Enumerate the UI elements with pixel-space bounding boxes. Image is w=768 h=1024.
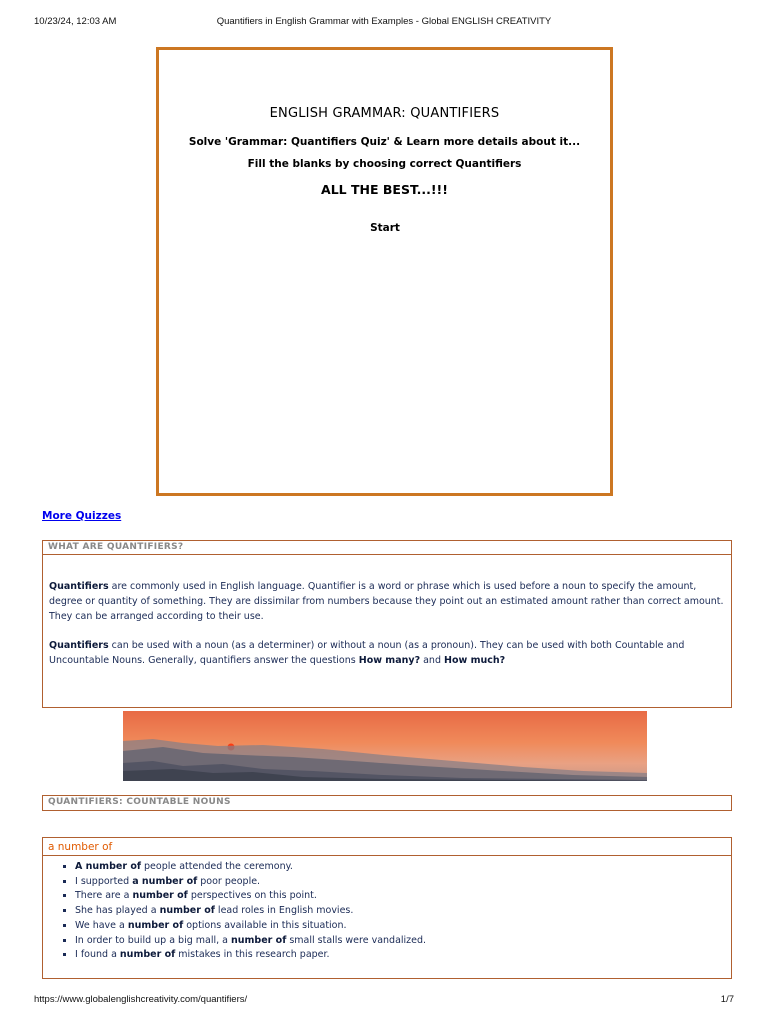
print-url: https://www.globalenglishcreativity.com/quantifiers/	[34, 994, 248, 1005]
list-item: ▪ There are a number of perspectives on this point.	[75, 889, 731, 904]
print-footer	[0, 994, 768, 1008]
section-heading: WHAT ARE QUANTIFIERS?	[43, 541, 731, 555]
what-are-quantifiers-section	[42, 540, 732, 708]
list-item: ▪ In order to build up a big mall, a number of small stalls were vandalized.	[75, 934, 731, 949]
list-item: ▪ We have a number of options available in this situation.	[75, 919, 731, 934]
quiz-instruction-line: Fill the blanks by choosing correct Quantifiers	[247, 158, 522, 170]
sunset-banner-image	[123, 711, 647, 781]
list-item: ▪ She has played a number of lead roles in English movies.	[75, 904, 731, 919]
print-page-title: Quantifiers in English Grammar with Examples - Global ENGLISH CREATIVITY	[216, 16, 552, 27]
list-item: ▪ I found a number of mistakes in this research paper.	[75, 948, 731, 963]
print-header	[0, 16, 768, 30]
section-heading: QUANTIFIERS: COUNTABLE NOUNS	[48, 797, 231, 807]
list-item: ▪ A number of people attended the ceremony.	[75, 860, 731, 875]
quiz-panel	[156, 47, 613, 496]
paragraph: Quantifiers can be used with a noun (as a determiner) or without a noun (as a pronoun). They can be used with both Countable and Uncountable Nouns. Generally, quantifiers answer the questions How many? and How much?	[49, 640, 685, 666]
term: Quantifiers	[49, 581, 109, 592]
paragraph: Quantifiers are commonly used in English language. Quantifier is a word or phrase which is used before a noun to specify the amount, degree or quantity of something. They are dissimilar from numbers because they point out an estimated amount rather than correct amount. They can be arranged according to their use.	[49, 581, 724, 622]
example-list	[43, 860, 731, 963]
quiz-title: ENGLISH GRAMMAR: QUANTIFIERS	[269, 106, 500, 121]
countable-nouns-section	[42, 795, 732, 811]
a-number-of-section	[42, 837, 732, 979]
list-item: ▪ I supported a number of poor people.	[75, 875, 731, 890]
subsection-heading: a number of	[43, 838, 731, 856]
quiz-best-wishes: ALL THE BEST...!!!	[321, 182, 448, 197]
quiz-intro-line: Solve 'Grammar: Quantifiers Quiz' & Learn more details about it...	[188, 136, 581, 148]
term: Quantifiers	[49, 640, 109, 651]
print-page-number: 1/7	[720, 994, 734, 1005]
more-quizzes-link[interactable]: More Quizzes	[42, 510, 122, 522]
quiz-start-button[interactable]: Start	[370, 222, 400, 234]
print-datetime: 10/23/24, 12:03 AM	[34, 16, 117, 27]
